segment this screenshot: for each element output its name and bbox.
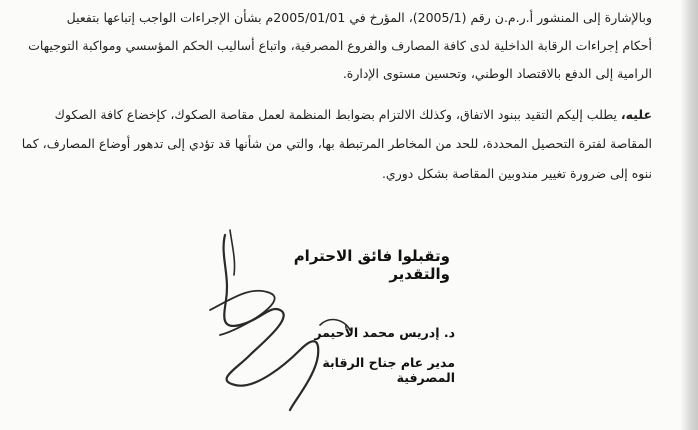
- handwritten-signature: [200, 215, 410, 415]
- signatory-name: د. إدريس محمد الأحيمر: [314, 325, 455, 340]
- page-edge-shadow: [680, 0, 698, 430]
- paragraph-line: [55, 101, 652, 129]
- paragraph-line: وبالإشارة إلى المنشور أ.ر.م.ن رقم (2005/1)، المؤرخ في 2005/01/01م بشأن الإجراءات الواجب إتباعها بتفعيل: [66, 10, 652, 25]
- paragraph-line: أحكام إجراءات الرقابة الداخلية لدى كافة المصارف والفروع المصرفية، واتباع أساليب الحكم المؤسسي ومواكبة التوجيهات: [28, 38, 652, 53]
- paragraph-line: الرامية إلى الدفع بالاقتصاد الوطني، وتحسين مستوى الإدارة.: [342, 66, 652, 81]
- paragraph-line: المقاصة لفترة التحصيل المحددة، للحد من المخاطر المرتبطة بها، والتي من شأنها قد تؤدي إلى تدهور أوضاع المصارف، كما: [21, 136, 652, 151]
- paragraph-line: ننوه إلى ضرورة تغيير مندوبين المقاصة بشكل دوري.: [381, 166, 652, 181]
- lead-word: عليه،: [620, 107, 652, 122]
- closing-salutation: وتقبلوا فائق الاحترام والتقدير: [293, 247, 450, 283]
- signatory-title: مدير عام جناح الرقابة المصرفية: [322, 355, 455, 385]
- paragraph-text: يطلب إليكم التقيد ببنود الاتفاق، وكذلك الالتزام بضوابط المنظمة لعمل مقاصة الصكوك، كإخضاع كافة الصكوك: [54, 107, 621, 122]
